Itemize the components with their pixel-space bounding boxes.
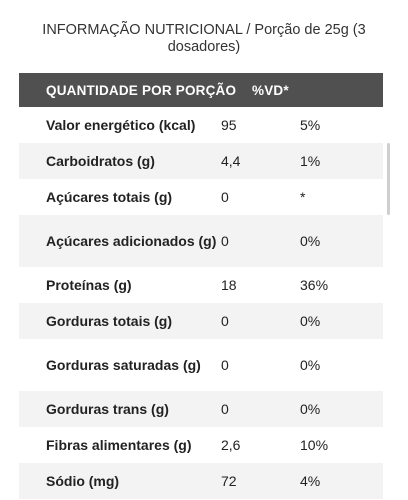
nutrient-name: Gorduras trans (g) — [46, 400, 169, 417]
nutrient-quantity: 95 — [221, 116, 237, 133]
table-row — [19, 107, 383, 143]
nutrient-name: Gorduras saturadas (g) — [46, 356, 201, 373]
nutrient-quantity: 0 — [221, 400, 229, 417]
nutrition-table — [19, 73, 383, 499]
table-row — [19, 267, 383, 303]
nutrient-vd: 36% — [300, 276, 329, 293]
nutrient-vd: 0% — [300, 400, 321, 417]
table-row — [19, 303, 383, 339]
nutrient-vd: * — [300, 188, 306, 205]
table-header — [19, 73, 383, 107]
nutrition-title: INFORMAÇÃO NUTRICIONAL / Porção de 25g (3 dosadores) — [42, 22, 366, 55]
nutrient-quantity: 18 — [221, 276, 237, 293]
table-row — [19, 463, 383, 499]
nutrient-quantity: 72 — [221, 472, 237, 489]
scrollbar-thumb[interactable] — [387, 143, 390, 215]
nutrient-quantity: 4,4 — [221, 152, 241, 169]
nutrient-vd: 5% — [300, 116, 321, 133]
nutrient-name: Açúcares adicionados (g) — [46, 232, 217, 249]
nutrient-vd: 4% — [300, 472, 321, 489]
nutrient-vd: 0% — [300, 312, 321, 329]
table-row — [19, 179, 383, 215]
table-row — [19, 215, 383, 267]
nutrient-quantity: 2,6 — [221, 436, 241, 453]
nutrient-vd: 0% — [300, 356, 321, 373]
nutrient-name: Carboidratos (g) — [46, 152, 155, 169]
nutrient-name: Gorduras totais (g) — [46, 312, 173, 329]
nutrient-quantity: 0 — [221, 188, 229, 205]
nutrient-name: Açúcares totais (g) — [46, 188, 173, 205]
table-row — [19, 427, 383, 463]
nutrient-name: Proteínas (g) — [46, 276, 132, 293]
table-row — [19, 143, 383, 179]
table-row — [19, 391, 383, 427]
header-quantity: QUANTIDADE POR PORÇÃO — [46, 82, 237, 98]
nutrient-name: Fibras alimentares (g) — [46, 436, 192, 453]
nutrient-vd: 10% — [300, 436, 329, 453]
nutrient-quantity: 0 — [221, 312, 229, 329]
nutrient-vd: 1% — [300, 152, 321, 169]
nutrient-quantity: 0 — [221, 356, 229, 373]
nutrient-name: Valor energético (kcal) — [46, 116, 196, 133]
nutrient-vd: 0% — [300, 232, 321, 249]
nutrient-name: Sódio (mg) — [46, 472, 120, 489]
table-row — [19, 339, 383, 391]
header-vd: %VD* — [252, 82, 289, 98]
nutrient-quantity: 0 — [221, 232, 229, 249]
